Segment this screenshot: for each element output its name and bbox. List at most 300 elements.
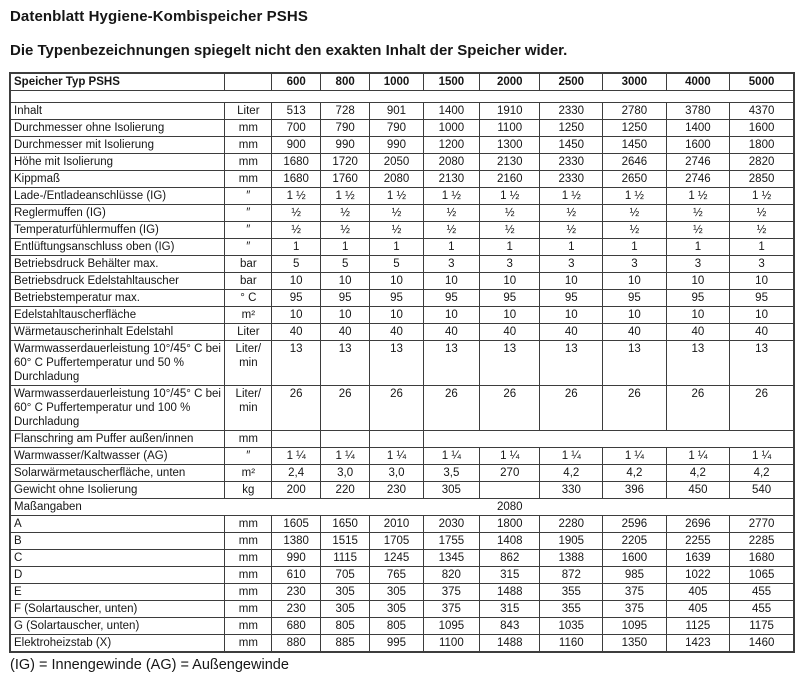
value-cell: 1910: [480, 103, 540, 120]
spacer-cell: [10, 91, 794, 103]
value-cell: 10: [480, 307, 540, 324]
value-cell: 26: [730, 386, 794, 431]
column-header: 2000: [480, 73, 540, 91]
value-cell: 13: [480, 341, 540, 386]
value-cell: 270: [480, 465, 540, 482]
value-cell: 880: [272, 635, 321, 653]
unit-cell: bar: [225, 273, 272, 290]
unit-cell: mm: [225, 431, 272, 448]
unit-cell: m²: [225, 307, 272, 324]
value-cell: 728: [320, 103, 369, 120]
value-cell: 1400: [423, 103, 479, 120]
value-cell: 1345: [423, 550, 479, 567]
value-cell: ½: [730, 222, 794, 239]
value-cell: 2330: [540, 103, 603, 120]
value-cell: 40: [480, 324, 540, 341]
value-cell: 1 ½: [540, 188, 603, 205]
value-cell: 355: [540, 601, 603, 618]
column-header: 600: [272, 73, 321, 91]
value-cell: 455: [730, 584, 794, 601]
unit-cell: mm: [225, 171, 272, 188]
value-cell: 40: [320, 324, 369, 341]
value-cell: 2820: [730, 154, 794, 171]
section-value: 2080: [480, 499, 540, 516]
value-cell: 40: [272, 324, 321, 341]
row-label: C: [10, 550, 225, 567]
value-cell: ½: [423, 222, 479, 239]
value-cell: 1: [730, 239, 794, 256]
value-cell: 900: [272, 137, 321, 154]
table-row: [10, 465, 794, 482]
table-body: [10, 91, 794, 653]
value-cell: 1680: [272, 154, 321, 171]
value-cell: 765: [370, 567, 423, 584]
unit-cell: Liter/ min: [225, 341, 272, 386]
value-cell: 990: [272, 550, 321, 567]
value-cell: 95: [272, 290, 321, 307]
value-cell: 1250: [603, 120, 667, 137]
value-cell: 1035: [540, 618, 603, 635]
value-cell: 230: [272, 601, 321, 618]
value-cell: 305: [423, 482, 479, 499]
value-cell: 26: [272, 386, 321, 431]
value-cell: 1 ¼: [423, 448, 479, 465]
value-cell: 1600: [666, 137, 730, 154]
value-cell: 1 ¼: [370, 448, 423, 465]
row-label: Wärmetauscherinhalt Edelstahl: [10, 324, 225, 341]
row-label: Inhalt: [10, 103, 225, 120]
value-cell: 2330: [540, 171, 603, 188]
table-row: [10, 618, 794, 635]
unit-cell: mm: [225, 618, 272, 635]
value-cell: 540: [730, 482, 794, 499]
value-cell: 3780: [666, 103, 730, 120]
value-cell: 1600: [730, 120, 794, 137]
value-cell: 1423: [666, 635, 730, 653]
header-unit-cell: [225, 73, 272, 91]
value-cell: 1 ¼: [272, 448, 321, 465]
value-cell: 1065: [730, 567, 794, 584]
column-header: 5000: [730, 73, 794, 91]
value-cell: 230: [370, 482, 423, 499]
value-cell: 1 ½: [320, 188, 369, 205]
row-label: Warmwasser/Kaltwasser (AG): [10, 448, 225, 465]
row-label: Elektroheizstab (X): [10, 635, 225, 653]
value-cell: 396: [603, 482, 667, 499]
unit-cell: ″: [225, 448, 272, 465]
value-cell: 10: [272, 307, 321, 324]
unit-cell: ″: [225, 205, 272, 222]
legend-footer: (IG) = Innengewinde (AG) = Außengewinde: [10, 657, 289, 673]
value-cell: 1 ¼: [540, 448, 603, 465]
value-cell: 13: [603, 341, 667, 386]
value-cell: 220: [320, 482, 369, 499]
header-label: Speicher Typ PSHS: [10, 73, 225, 91]
table-row: [10, 584, 794, 601]
row-label: Gewicht ohne Isolierung: [10, 482, 225, 499]
value-cell: 1 ½: [370, 188, 423, 205]
row-label: Solarwärmetauscherfläche, unten: [10, 465, 225, 482]
value-cell: 1 ¼: [666, 448, 730, 465]
value-cell: 2080: [370, 171, 423, 188]
value-cell: 1905: [540, 533, 603, 550]
value-cell: 1600: [603, 550, 667, 567]
unit-cell: mm: [225, 137, 272, 154]
unit-cell: mm: [225, 154, 272, 171]
table-row: [10, 256, 794, 273]
value-cell: 40: [423, 324, 479, 341]
table-row: [10, 171, 794, 188]
value-cell: 3: [730, 256, 794, 273]
table-header: [10, 73, 794, 91]
table-row: [10, 137, 794, 154]
value-cell: ½: [272, 222, 321, 239]
row-label: Durchmesser mit Isolierung: [10, 137, 225, 154]
value-cell: 2130: [480, 154, 540, 171]
unit-cell: ″: [225, 239, 272, 256]
value-cell: 2,4: [272, 465, 321, 482]
value-cell: 10: [480, 273, 540, 290]
table-row: [10, 516, 794, 533]
unit-cell: mm: [225, 516, 272, 533]
value-cell: 405: [666, 584, 730, 601]
value-cell: 10: [320, 307, 369, 324]
column-header: 2500: [540, 73, 603, 91]
value-cell: ½: [320, 205, 369, 222]
value-cell: 5: [272, 256, 321, 273]
value-cell: 2205: [603, 533, 667, 550]
value-cell: 2780: [603, 103, 667, 120]
table-row: [10, 324, 794, 341]
value-cell: 3: [480, 256, 540, 273]
value-cell: 10: [370, 307, 423, 324]
value-cell: [320, 431, 369, 448]
value-cell: 1125: [666, 618, 730, 635]
value-cell: 10: [320, 273, 369, 290]
value-cell: 3,0: [320, 465, 369, 482]
row-label: B: [10, 533, 225, 550]
value-cell: 40: [730, 324, 794, 341]
value-cell: 805: [370, 618, 423, 635]
value-cell: 1 ¼: [320, 448, 369, 465]
value-cell: 10: [730, 307, 794, 324]
value-cell: 95: [666, 290, 730, 307]
value-cell: 10: [540, 273, 603, 290]
value-cell: 1022: [666, 567, 730, 584]
value-cell: 1: [370, 239, 423, 256]
value-cell: 1: [320, 239, 369, 256]
value-cell: 990: [370, 137, 423, 154]
unit-cell: ″: [225, 222, 272, 239]
value-cell: 4370: [730, 103, 794, 120]
value-cell: 95: [480, 290, 540, 307]
column-header: 4000: [666, 73, 730, 91]
value-cell: 1: [480, 239, 540, 256]
row-label: F (Solartauscher, unten): [10, 601, 225, 618]
value-cell: 305: [320, 601, 369, 618]
value-cell: 3: [540, 256, 603, 273]
value-cell: 700: [272, 120, 321, 137]
column-header-row: [10, 73, 794, 91]
value-cell: 13: [320, 341, 369, 386]
value-cell: 26: [666, 386, 730, 431]
table-row: [10, 601, 794, 618]
value-cell: ½: [480, 205, 540, 222]
page-subtitle: Die Typenbezeichnungen spiegelt nicht den exakten Inhalt der Speicher wider.: [10, 42, 568, 59]
value-cell: 40: [370, 324, 423, 341]
spec-table: [9, 72, 795, 653]
value-cell: 990: [320, 137, 369, 154]
column-header: 1000: [370, 73, 423, 91]
row-label: Warmwasserdauerleistung 10°/45° C bei 60° C Puffertemperatur und 50 % Durchladung: [10, 341, 225, 386]
value-cell: 1488: [480, 584, 540, 601]
table-row: [10, 154, 794, 171]
value-cell: 1100: [480, 120, 540, 137]
value-cell: 1705: [370, 533, 423, 550]
value-cell: 2080: [423, 154, 479, 171]
value-cell: 13: [370, 341, 423, 386]
table-row: [10, 550, 794, 567]
value-cell: ½: [370, 205, 423, 222]
column-header: 800: [320, 73, 369, 91]
value-cell: 1 ½: [423, 188, 479, 205]
row-label: Edelstahltauscherfläche: [10, 307, 225, 324]
value-cell: 26: [480, 386, 540, 431]
value-cell: 995: [370, 635, 423, 653]
value-cell: 455: [730, 601, 794, 618]
row-label: G (Solartauscher, unten): [10, 618, 225, 635]
value-cell: 200: [272, 482, 321, 499]
value-cell: 10: [370, 273, 423, 290]
table-row: [10, 386, 794, 431]
value-cell: ½: [540, 205, 603, 222]
value-cell: 95: [423, 290, 479, 307]
spacer-row: [10, 91, 794, 103]
value-cell: 1408: [480, 533, 540, 550]
value-cell: 13: [540, 341, 603, 386]
value-cell: 790: [370, 120, 423, 137]
value-cell: 2646: [603, 154, 667, 171]
value-cell: 13: [423, 341, 479, 386]
value-cell: 5: [370, 256, 423, 273]
value-cell: ½: [666, 205, 730, 222]
value-cell: 1388: [540, 550, 603, 567]
value-cell: 95: [540, 290, 603, 307]
value-cell: 513: [272, 103, 321, 120]
value-cell: 2596: [603, 516, 667, 533]
value-cell: 1: [423, 239, 479, 256]
value-cell: ½: [666, 222, 730, 239]
page-title: Datenblatt Hygiene-Kombispeicher PSHS: [10, 8, 308, 25]
value-cell: 10: [666, 273, 730, 290]
unit-cell: mm: [225, 533, 272, 550]
value-cell: 305: [370, 601, 423, 618]
unit-cell: Liter: [225, 103, 272, 120]
value-cell: 355: [540, 584, 603, 601]
row-label: Höhe mit Isolierung: [10, 154, 225, 171]
value-cell: 1755: [423, 533, 479, 550]
value-cell: 375: [423, 601, 479, 618]
table-row: [10, 499, 794, 516]
value-cell: 95: [370, 290, 423, 307]
value-cell: 901: [370, 103, 423, 120]
value-cell: 1680: [730, 550, 794, 567]
value-cell: 2770: [730, 516, 794, 533]
value-cell: 2650: [603, 171, 667, 188]
value-cell: 40: [540, 324, 603, 341]
row-label: Flanschring am Puffer außen/innen: [10, 431, 225, 448]
table-row: [10, 222, 794, 239]
value-cell: 26: [370, 386, 423, 431]
value-cell: 1605: [272, 516, 321, 533]
value-cell: 1245: [370, 550, 423, 567]
value-cell: 375: [603, 584, 667, 601]
value-cell: 2050: [370, 154, 423, 171]
value-cell: 4,2: [540, 465, 603, 482]
value-cell: 3: [666, 256, 730, 273]
value-cell: 1000: [423, 120, 479, 137]
value-cell: 3: [423, 256, 479, 273]
value-cell: 26: [603, 386, 667, 431]
unit-cell: Liter/ min: [225, 386, 272, 431]
value-cell: 1115: [320, 550, 369, 567]
value-cell: 2850: [730, 171, 794, 188]
value-cell: 2696: [666, 516, 730, 533]
value-cell: 10: [666, 307, 730, 324]
value-cell: 2746: [666, 171, 730, 188]
table-row: [10, 273, 794, 290]
table-row: [10, 533, 794, 550]
value-cell: 1095: [603, 618, 667, 635]
value-cell: 1095: [423, 618, 479, 635]
value-cell: 985: [603, 567, 667, 584]
value-cell: 1639: [666, 550, 730, 567]
value-cell: 1175: [730, 618, 794, 635]
value-cell: 2255: [666, 533, 730, 550]
table-row: [10, 448, 794, 465]
value-cell: 10: [423, 307, 479, 324]
value-cell: ½: [320, 222, 369, 239]
row-label: D: [10, 567, 225, 584]
value-cell: 1250: [540, 120, 603, 137]
value-cell: 2746: [666, 154, 730, 171]
unit-cell: mm: [225, 120, 272, 137]
value-cell: 1 ½: [603, 188, 667, 205]
row-label: Kippmaß: [10, 171, 225, 188]
unit-cell: mm: [225, 584, 272, 601]
row-label: Betriebstemperatur max.: [10, 290, 225, 307]
section-empty: [540, 499, 794, 516]
value-cell: 13: [730, 341, 794, 386]
value-cell: 95: [320, 290, 369, 307]
unit-cell: bar: [225, 256, 272, 273]
value-cell: ½: [423, 205, 479, 222]
value-cell: 1800: [730, 137, 794, 154]
value-cell: [370, 431, 423, 448]
value-cell: 790: [320, 120, 369, 137]
value-cell: 1: [272, 239, 321, 256]
value-cell: 1: [603, 239, 667, 256]
value-cell: 305: [370, 584, 423, 601]
value-cell: 10: [603, 307, 667, 324]
value-cell: ½: [370, 222, 423, 239]
value-cell: [480, 482, 540, 499]
value-cell: ½: [480, 222, 540, 239]
value-cell: 1800: [480, 516, 540, 533]
value-cell: ½: [272, 205, 321, 222]
value-cell: 330: [540, 482, 603, 499]
value-cell: 315: [480, 601, 540, 618]
value-cell: 95: [730, 290, 794, 307]
value-cell: ½: [603, 205, 667, 222]
value-cell: 872: [540, 567, 603, 584]
value-cell: ½: [730, 205, 794, 222]
value-cell: 1200: [423, 137, 479, 154]
value-cell: 805: [320, 618, 369, 635]
value-cell: 40: [603, 324, 667, 341]
table-row: [10, 635, 794, 653]
value-cell: 4,2: [730, 465, 794, 482]
unit-cell: mm: [225, 635, 272, 653]
value-cell: 26: [320, 386, 369, 431]
unit-cell: Liter: [225, 324, 272, 341]
value-cell: 3: [603, 256, 667, 273]
value-cell: 820: [423, 567, 479, 584]
value-cell: 4,2: [666, 465, 730, 482]
value-cell: 1460: [730, 635, 794, 653]
value-cell: 1760: [320, 171, 369, 188]
value-cell: 2010: [370, 516, 423, 533]
unit-cell: kg: [225, 482, 272, 499]
value-cell: 1650: [320, 516, 369, 533]
value-cell: 10: [423, 273, 479, 290]
value-cell: 680: [272, 618, 321, 635]
table-row: [10, 239, 794, 256]
value-cell: 610: [272, 567, 321, 584]
value-cell: 1 ¼: [603, 448, 667, 465]
row-label: Betriebsdruck Behälter max.: [10, 256, 225, 273]
value-cell: 1515: [320, 533, 369, 550]
value-cell: 10: [603, 273, 667, 290]
column-header: 3000: [603, 73, 667, 91]
row-label: Reglermuffen (IG): [10, 205, 225, 222]
value-cell: 705: [320, 567, 369, 584]
value-cell: 26: [540, 386, 603, 431]
table-row: [10, 103, 794, 120]
value-cell: 405: [666, 601, 730, 618]
value-cell: 1 ¼: [730, 448, 794, 465]
row-label: Temperaturfühlermuffen (IG): [10, 222, 225, 239]
unit-cell: mm: [225, 601, 272, 618]
value-cell: 1 ½: [666, 188, 730, 205]
value-cell: 1450: [603, 137, 667, 154]
value-cell: ½: [603, 222, 667, 239]
value-cell: 1300: [480, 137, 540, 154]
table-row: [10, 188, 794, 205]
table-row: [10, 431, 794, 448]
table-row: [10, 120, 794, 137]
value-cell: 26: [423, 386, 479, 431]
unit-cell: m²: [225, 465, 272, 482]
value-cell: 315: [480, 567, 540, 584]
value-cell: 1680: [272, 171, 321, 188]
value-cell: 40: [666, 324, 730, 341]
value-cell: 1400: [666, 120, 730, 137]
value-cell: 843: [480, 618, 540, 635]
unit-cell: ° C: [225, 290, 272, 307]
value-cell: 4,2: [603, 465, 667, 482]
value-cell: 1450: [540, 137, 603, 154]
